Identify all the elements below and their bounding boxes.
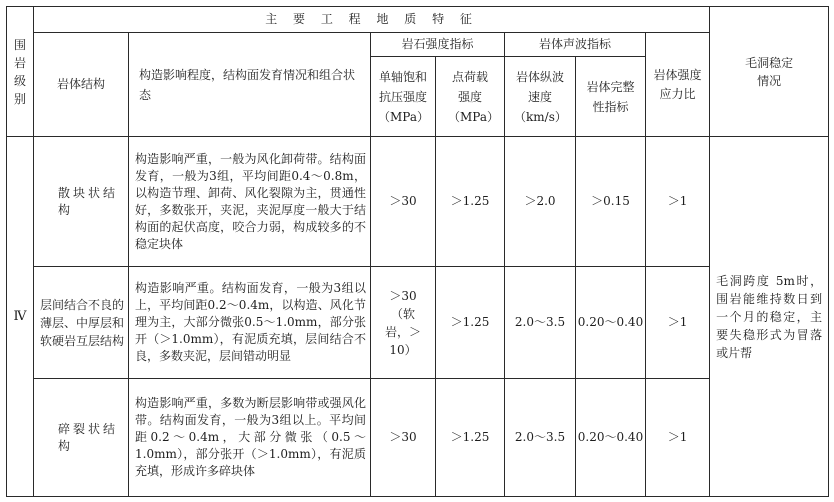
table-row	[7, 267, 829, 379]
vp-cell: 2.0～3.5	[505, 267, 576, 379]
ucs-cell: ＞30	[371, 137, 436, 267]
grade-value: Ⅳ	[7, 137, 34, 497]
vp-cell: ＞2.0	[505, 137, 576, 267]
influence-cell: 构造影响严重，一般为风化卸荷带。结构面发育，一般为3组，平均间距0.4～0.8m，以构造节理、卸荷、风化裂隙为主，贯通性好，多数张开，夹泥，夹泥厚度一般大于结构面的起伏高度，咬合力弱，构成较多的不稳定块体	[129, 137, 371, 267]
header-stability-label: 毛洞稳定情况	[745, 55, 794, 88]
header-grade-label: 围岩级别	[13, 37, 26, 106]
integrity-cell: 0.20～0.40	[576, 267, 646, 379]
point-load-cell: ＞1.25	[436, 267, 505, 379]
header-rock-strength: 岩石强度指标	[371, 33, 505, 57]
header-vp	[505, 57, 576, 137]
structure-cell: 散块状结构	[34, 137, 129, 267]
stress-ratio-cell: ＞1	[646, 137, 710, 267]
header-integrity	[576, 57, 646, 137]
stability-value: 毛洞跨度 5m时，围岩能维持数日到一个月的稳定，主要失稳形式为冒落或片帮	[710, 137, 829, 497]
header-acoustic: 岩体声波指标	[505, 33, 646, 57]
header-ucs-label: 单轴饱和抗压强度（MPa）	[378, 69, 429, 124]
influence-cell: 构造影响严重。结构面发育，一般为3组以上，平均间距0.2～0.4m，以构造、风化节理为主，大部分微张0.5～1.0mm，部分张开（＞1.0mm），有泥质充填，层间结合不良，多数夹泥，层间错动明显	[129, 267, 371, 379]
ucs-cell	[371, 267, 436, 379]
header-ucs	[371, 57, 436, 137]
header-stability	[710, 7, 829, 137]
header-influence: 构造影响程度，结构面发育情况和组合状态	[129, 33, 371, 137]
stress-ratio-cell: ＞1	[646, 379, 710, 497]
vp-cell: 2.0～3.5	[505, 379, 576, 497]
header-vp-label: 岩体纵波速度（km/s）	[514, 69, 567, 124]
structure-cell: 碎裂状结构	[34, 379, 129, 497]
header-point-load-label: 点荷载强度（MPa）	[448, 69, 499, 124]
point-load-cell: ＞1.25	[436, 137, 505, 267]
header-structure: 岩体结构	[34, 33, 129, 137]
ucs-cell: ＞30	[371, 379, 436, 497]
header-integrity-label: 岩体完整性指标	[586, 79, 635, 114]
point-load-cell: ＞1.25	[436, 379, 505, 497]
header-point-load	[436, 57, 505, 137]
header-stress-ratio	[646, 33, 710, 137]
structure-cell: 层间结合不良的薄层、中厚层和软硬岩互层结构	[34, 267, 129, 379]
integrity-cell: 0.20～0.40	[576, 379, 646, 497]
header-main-title: 主 要 工 程 地 质 特 征	[34, 7, 710, 33]
stress-ratio-cell: ＞1	[646, 267, 710, 379]
table-row	[7, 137, 829, 267]
header-stress-ratio-label: 岩体强度应力比	[653, 67, 702, 101]
integrity-cell: ＞0.15	[576, 137, 646, 267]
rock-classification-table	[6, 6, 829, 497]
ucs-cell-text: ＞30（软岩，＞10）	[384, 288, 421, 357]
table-row	[7, 379, 829, 497]
header-grade	[7, 7, 34, 137]
influence-cell: 构造影响严重，多数为断层影响带或强风化带。结构面发育，一般为3组以上。平均间距0.2～0.4m，大部分微张（0.5～1.0mm），部分张开（＞1.0mm），有泥质充填，形成许多碎块体	[129, 379, 371, 497]
